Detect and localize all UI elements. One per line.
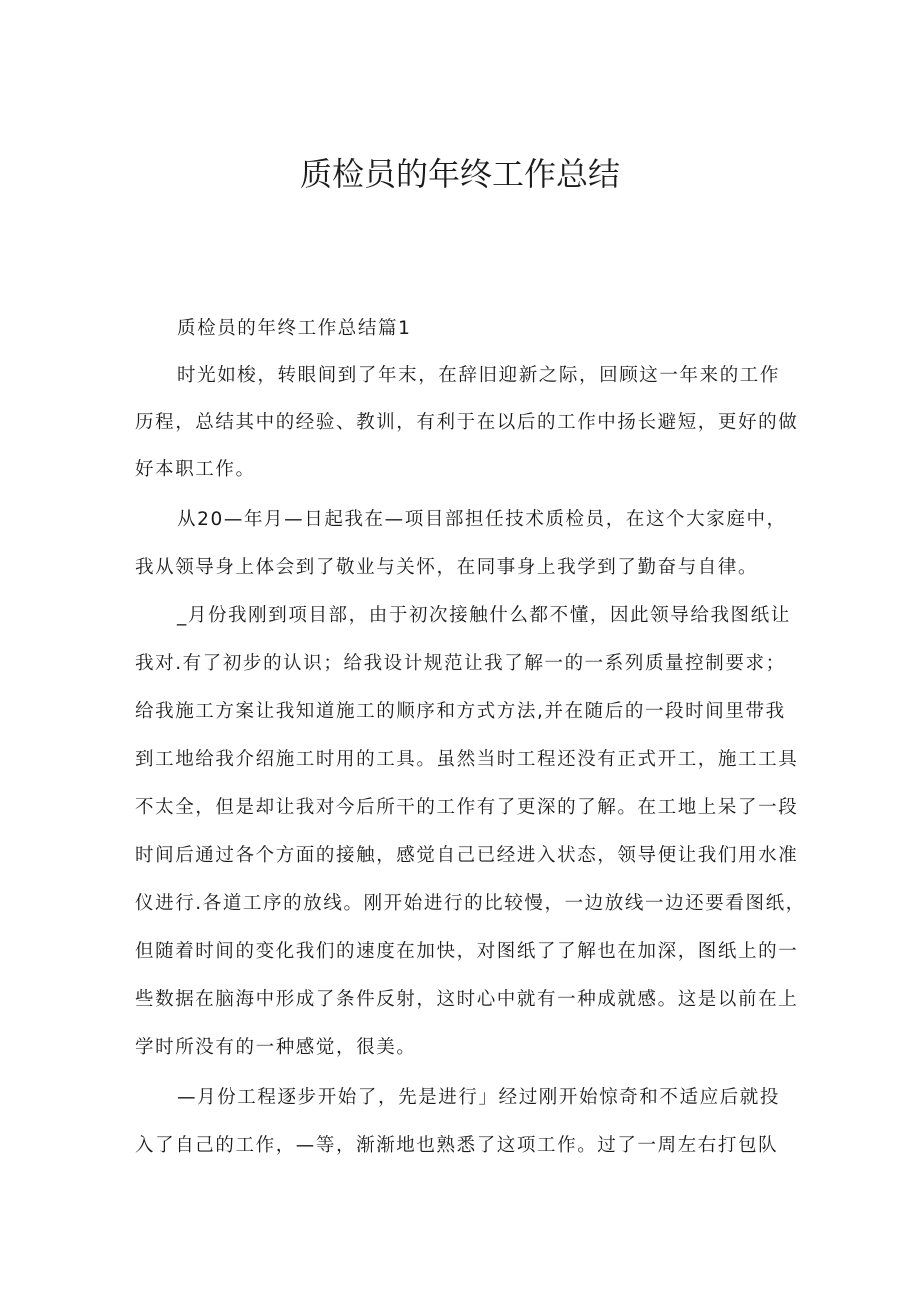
paragraph-line: 入了自己的工作，—等，渐渐地也熟悉了这项工作。过了一周左右打包队	[135, 1135, 779, 1156]
paragraph-line: 从20—年月—日起我在—项目部担任技术质检员，在这个大家庭中，	[177, 509, 787, 530]
paragraph-line: 好本职工作。	[135, 459, 256, 480]
paragraph-line: 仪进行.各道工序的放线。刚开始进行的比较慢，一边放线一边还要看图纸，	[135, 893, 806, 914]
document-title: 质检员的年终工作总结	[299, 155, 620, 193]
document-body	[135, 0, 806, 1301]
paragraph-line: —月份工程逐步开始了，先是进行」经过刚开始惊奇和不适应后就投	[177, 1087, 781, 1108]
paragraph-line: 不太全，但是却让我对今后所干的工作有了更深的了解。在工地上呆了一段	[135, 797, 799, 818]
paragraph-line: 时间后通过各个方面的接触，感觉自己已经进入状态，领导便让我们用水准	[135, 845, 799, 866]
paragraph-line: 历程，总结其中的经验、教训，有利于在以后的工作中扬长避短，更好的做	[135, 412, 799, 433]
paragraph-line: 给我施工方案让我知道施工的顺序和方式方法,并在随后的一段时间里带我	[135, 701, 786, 722]
paragraph-line: 到工地给我介绍施工时用的工具。虽然当时工程还没有正式开工，施工工具	[135, 749, 799, 770]
paragraph-line: 学时所没有的一种感觉，很美。	[135, 1037, 417, 1058]
paragraph-line: 时光如梭，转眼间到了年末，在辞旧迎新之际，回顾这一年来的工作	[177, 365, 781, 386]
paragraph-line: 些数据在脑海中形成了条件反射，这时心中就有一种成就感。这是以前在上	[135, 989, 799, 1010]
heading-line: 质检员的年终工作总结篇1	[177, 318, 412, 339]
paragraph-line: 但随着时间的变化我们的速度在加快，对图纸了了解也在加深，图纸上的一	[135, 941, 799, 962]
paragraph-line: 我对.有了初步的认识；给我设计规范让我了解一的一系列质量控制要求；	[135, 653, 786, 674]
paragraph-line: _月份我刚到项目部，由于初次接触什么都不懂，因此领导给我图纸让	[177, 605, 791, 626]
paragraph-line: 我从领导身上体会到了敬业与关怀，在同事身上我学到了勤奋与自律。	[135, 557, 759, 578]
